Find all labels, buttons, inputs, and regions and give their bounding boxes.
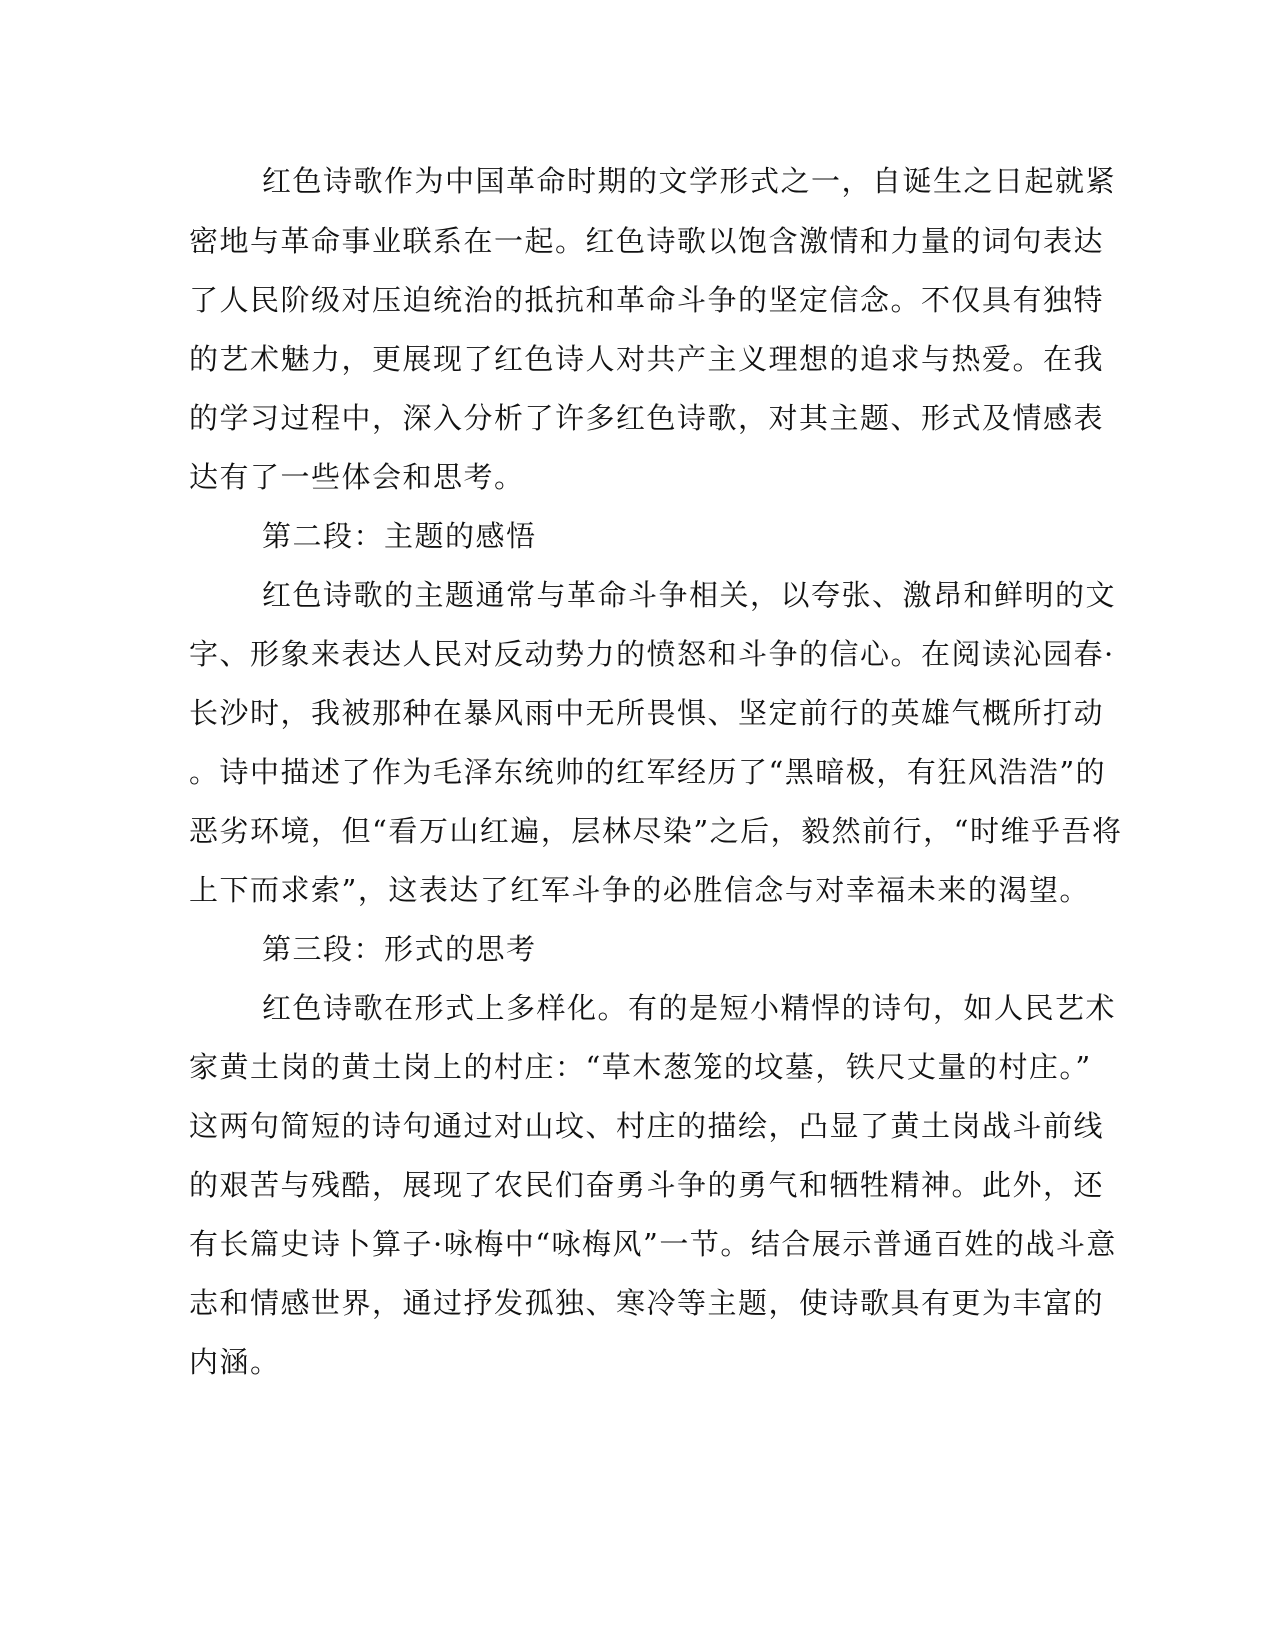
paragraph-1-line-4: 的艺术魅力，更展现了红色诗人对共产主义理想的追求与热爱。在我 <box>189 342 1105 376</box>
paragraph-2-line-4: 。诗中描述了作为毛泽东统帅的红军经历了“黑暗极，有狂风浩浩”的 <box>189 755 1107 789</box>
paragraph-3-line-1: 红色诗歌在形式上多样化。有的是短小精悍的诗句，如人民艺术 <box>262 991 1117 1025</box>
paragraph-3-line-7: 内涵。 <box>189 1345 281 1379</box>
section-heading-2: 第二段：主题的感悟 <box>262 519 537 553</box>
section-heading-3: 第三段：形式的思考 <box>262 932 537 966</box>
paragraph-1-line-3: 了人民阶级对压迫统治的抵抗和革命斗争的坚定信念。不仅具有独特 <box>189 283 1105 317</box>
paragraph-1-line-1: 红色诗歌作为中国革命时期的文学形式之一，自诞生之日起就紧 <box>262 164 1117 198</box>
paragraph-2-line-6: 上下而求索”，这表达了红军斗争的必胜信念与对幸福未来的渴望。 <box>189 873 1090 907</box>
paragraph-2-line-5: 恶劣环境，但“看万山红遍，层林尽染”之后，毅然前行，“时维乎吾将 <box>189 814 1123 848</box>
paragraph-3-line-2: 家黄土岗的黄土岗上的村庄：“草木葱笼的坟墓，铁尺丈量的村庄。” <box>189 1050 1092 1084</box>
paragraph-3-line-5: 有长篇史诗卜算子·咏梅中“咏梅风”一节。结合展示普通百姓的战斗意 <box>189 1227 1117 1261</box>
paragraph-1-line-6: 达有了一些体会和思考。 <box>189 460 525 494</box>
paragraph-3-line-3: 这两句简短的诗句通过对山坟、村庄的描绘，凸显了黄土岗战斗前线 <box>189 1109 1105 1143</box>
paragraph-3-line-4: 的艰苦与残酷，展现了农民们奋勇斗争的勇气和牺牲精神。此外，还 <box>189 1168 1105 1202</box>
paragraph-2-line-3: 长沙时，我被那种在暴风雨中无所畏惧、坚定前行的英雄气概所打动 <box>189 696 1105 730</box>
paragraph-1-line-2: 密地与革命事业联系在一起。红色诗歌以饱含激情和力量的词句表达 <box>189 224 1105 258</box>
paragraph-2-line-1: 红色诗歌的主题通常与革命斗争相关，以夸张、激昂和鲜明的文 <box>262 578 1117 612</box>
paragraph-2-line-2: 字、形象来表达人民对反动势力的愤怒和斗争的信心。在阅读沁园春· <box>189 637 1115 671</box>
paragraph-3-line-6: 志和情感世界，通过抒发孤独、寒冷等主题，使诗歌具有更为丰富的 <box>189 1286 1105 1320</box>
paragraph-1-line-5: 的学习过程中，深入分析了许多红色诗歌，对其主题、形式及情感表 <box>189 401 1105 435</box>
